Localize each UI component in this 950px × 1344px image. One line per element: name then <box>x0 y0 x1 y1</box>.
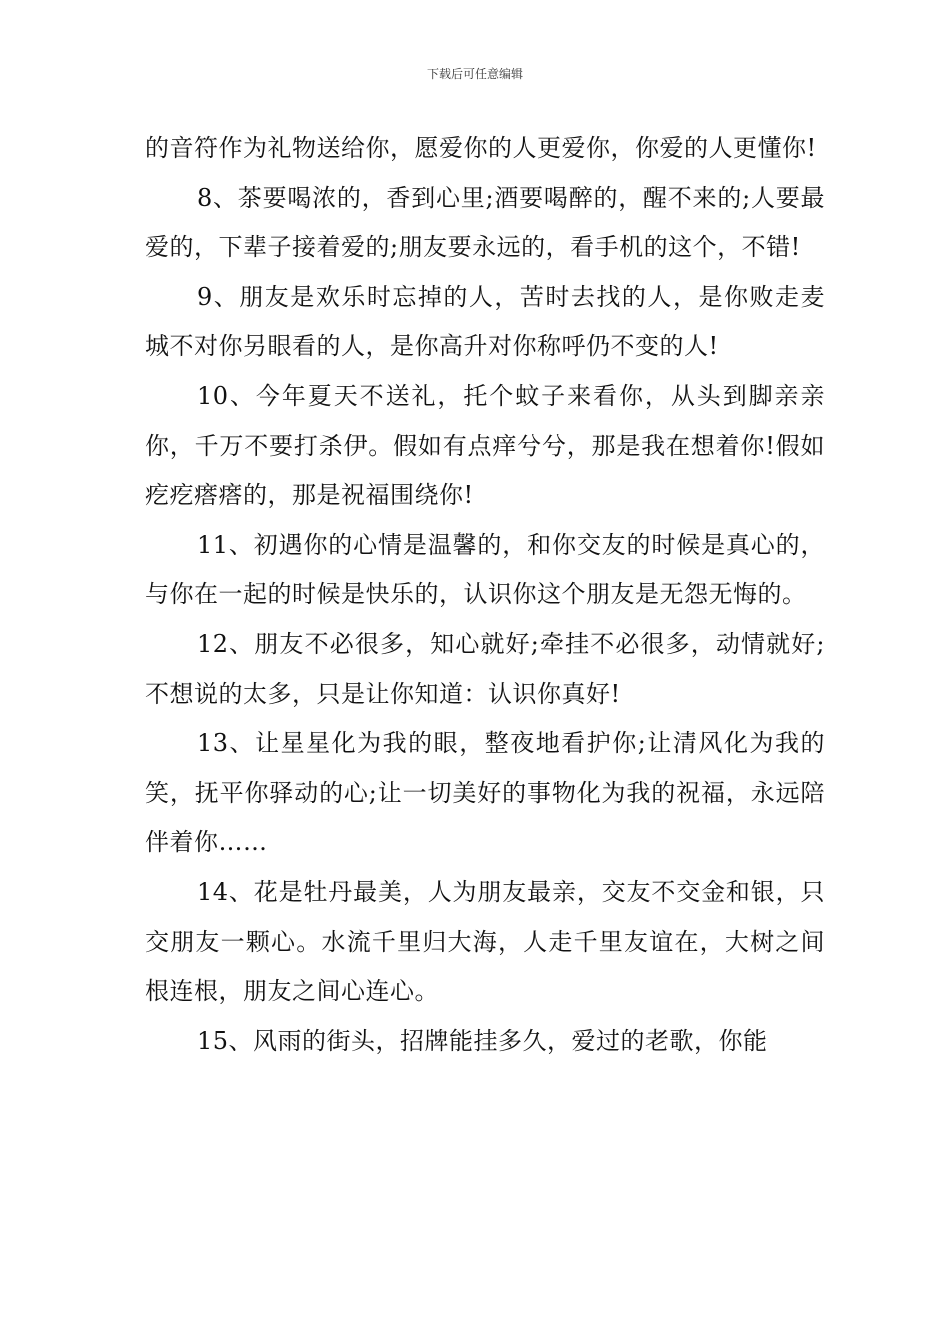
paragraph-item-9: 9、朋友是欢乐时忘掉的人，苦时去找的人，是你败走麦城不对你另眼看的人，是你高升对你称呼仍不变的人! <box>145 282 825 361</box>
paragraph-item-10: 10、今年夏天不送礼，托个蚊子来看你，从头到脚亲亲你，千万不要打杀伊。假如有点痒兮兮，那是我在想着你!假如疙疙瘩瘩的，那是祝福围绕你! <box>145 381 825 510</box>
paragraph-item-14: 14、花是牡丹最美，人为朋友最亲，交友不交金和银，只交朋友一颗心。水流千里归大海，人走千里友谊在，大树之间根连根，朋友之间心连心。 <box>145 877 825 1006</box>
paragraph-item-8: 8、茶要喝浓的，香到心里;酒要喝醉的，醒不来的;人要最爱的，下辈子接着爱的;朋友要永远的，看手机的这个，不错! <box>145 183 825 262</box>
paragraph-item-13: 13、让星星化为我的眼，整夜地看护你;让清风化为我的笑，抚平你驿动的心;让一切美好的事物化为我的祝福，永远陪伴着你…… <box>145 729 825 857</box>
document-body <box>145 124 825 1066</box>
paragraph-item-12: 12、朋友不必很多，知心就好;牵挂不必很多，动情就好;不想说的太多，只是让你知道：认识你真好! <box>145 629 825 708</box>
paragraph-item-11: 11、初遇你的心情是温馨的，和你交友的时候是真心的，与你在一起的时候是快乐的，认识你这个朋友是无怨无悔的。 <box>145 530 825 609</box>
paragraph-item-15: 15、风雨的街头，招牌能挂多久，爱过的老歌，你能 <box>197 1026 768 1055</box>
paragraph-continuation: 的音符作为礼物送给你，愿爱你的人更爱你，你爱的人更懂你! <box>145 134 817 162</box>
page-header-note: 下载后可任意编辑 <box>426 67 523 81</box>
